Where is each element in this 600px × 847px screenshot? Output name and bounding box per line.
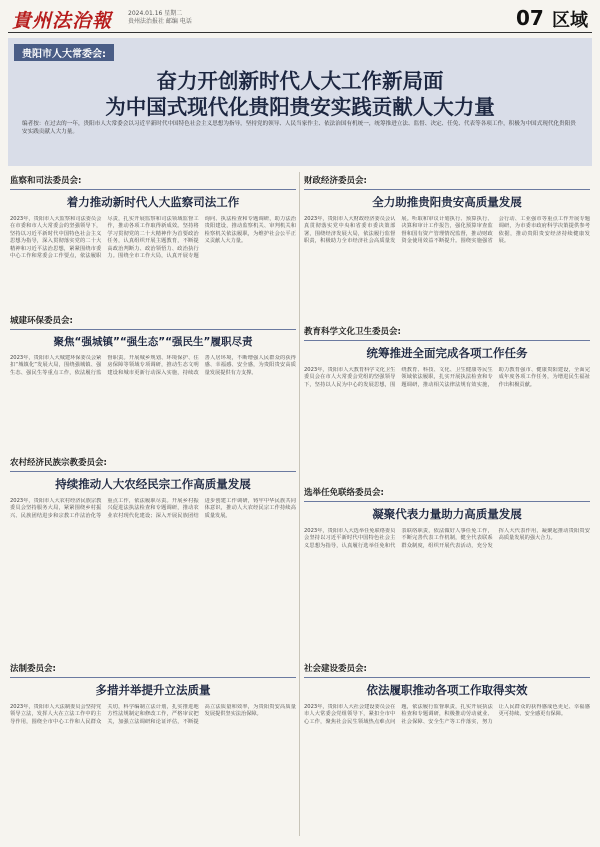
- headline-line-2: 为中国式现代化贵阳贵安实践贡献人大力量: [105, 95, 495, 119]
- page-header: [516, 4, 592, 30]
- section-education-science-culture-health: [304, 325, 590, 463]
- section-body: 2023年，贵阳市人大教育科学文化卫生委员会在市人大常委会党组的坚强领导下，坚持以人民为中心的发展思想，围绕教育、科技、文化、卫生健康等民生领域依法履职，扎实开展执法检查和专题调研，推动相关法律法规有效实施，助力教育强市、健康贵阳建设，全面完成年度各项工作任务，为增进民生福祉作出积极贡献。: [304, 367, 590, 388]
- section-body: 2023年，贵阳市人大社会建设委员会在市人大常委会党组领导下，紧扣全市中心工作，聚焦社会民生领域热点难点问题，依法履行监督职责，扎实开展执法检查和专题调研，积极推动劳动就业、社会保障、安全生产等工作落实，努力让人民群众的获得感成色更足、幸福感更可持续、安全感更有保障。: [304, 704, 590, 725]
- section-title: 凝聚代表力量助力高质量发展: [372, 507, 522, 521]
- section-title: 统筹推进全面完成各项工作任务: [366, 346, 528, 360]
- section-title: 依法履职推动各项工作取得实效: [366, 683, 528, 697]
- section-finance-economy: [304, 174, 590, 304]
- section-rural-ethnic-religious: [10, 456, 296, 608]
- section-label: 财政经济委员会:: [304, 176, 367, 186]
- section-election-liaison: [304, 486, 590, 632]
- section-label: 教育科学文化卫生委员会:: [304, 327, 401, 337]
- masthead-meta: [128, 10, 192, 26]
- section-divider: [10, 189, 296, 190]
- section-body: 2023年，贵阳市人大法制委员会坚持党领导立法，发挥人大在立法工作中的主导作用，围绕全市中心工作和人民群众关切，科学编制立法计划，扎实推进地方性法规制定和修改工作，严格审议把关，加强立法调研和论证评估，不断提高立法质量和效率，为贵阳贵安高质量发展提供坚实法治保障。: [10, 704, 296, 725]
- section-title: 聚焦“强城镇”“强生态”“强民生”履职尽责: [53, 336, 253, 348]
- section-body: 2023年，贵阳市人大监察和司法委员会在市委和市人大常委会的坚强领导下，坚持以习近平新时代中国特色社会主义思想为指导，深入贯彻落实党的二十大精神和习近平法治思想，紧紧围绕市委中心工作和常委会工作要点，依法履职尽责，扎实开展监察和司法领域监督工作，推动各项工作取得新成效。坚持将学习贯彻党的二十大精神作为首要政治任务，认真组织开展主题教育，不断提高政治判断力、政治领悟力、政治执行力。围绕全市工作大局，认真开展专题询问、执法检查和专题调研，助力法治贵阳建设，推动监察机关、审判机关和检察机关依法履职，为维护社会公平正义贡献人大力量。: [10, 216, 296, 260]
- section-label: 农村经济民族宗教委员会:: [10, 458, 107, 468]
- section-body: 2023年，贵阳市人大农村经济民族宗教委员会坚持服务大局，紧紧围绕乡村振兴、民族团结进步和宗教工作法治化等重点工作，依法履职尽责。开展乡村振兴促进法执法检查和专题调研，推动农业农村现代化建设；深入开展民族团结进步创建工作调研，铸牢中华民族共同体意识，推动人大农经民宗工作持续高质量发展。: [10, 498, 296, 519]
- column-divider: [299, 172, 300, 836]
- section-label: 城建环保委员会:: [10, 316, 73, 326]
- headline-banner: [8, 38, 592, 166]
- section-divider: [304, 501, 590, 502]
- section-body: 2023年，贵阳市人大选举任免联络委员会坚持以习近平新时代中国特色社会主义思想为指导，认真履行选举任免和代表联络职责，依法做好人事任免工作，不断完善代表工作机制，健全代表联系群众制度，组织开展代表活动，充分发挥人大代表作用，凝聚起推动贵阳贵安高质量发展的强大合力。: [304, 528, 590, 549]
- section-social-development: [304, 662, 590, 828]
- newspaper-logo: 貴州法治報: [12, 10, 113, 32]
- section-divider: [304, 189, 590, 190]
- page-number: 07: [516, 6, 544, 30]
- section-title: 着力推动新时代人大监察司法工作: [66, 195, 240, 209]
- section-title: 全力助推贵阳贵安高质量发展: [372, 195, 522, 209]
- section-label: 社会建设委员会:: [304, 664, 367, 674]
- section-supervision-judicial: [10, 174, 296, 304]
- section-title: 多措并举提升立法质量: [95, 683, 211, 697]
- section-body: 2023年，贵阳市人大城建环保委员会紧扣“城镇化”发展大局，围绕强城镇、强生态、强民生等重点工作，依法履行监督职责。开展城乡规划、环境保护、住房保障等领域专项调研，推动生态文明建设和城市更新行动深入实施，持续改善人居环境，不断增强人民群众的获得感、幸福感、安全感，为贵阳贵安高质量发展提供有力支撑。: [10, 355, 296, 376]
- section-label: 法制委员会:: [10, 664, 56, 674]
- masthead-info: 贵州法治报社 邮编 电话: [128, 18, 192, 25]
- section-legal-affairs: [10, 662, 296, 828]
- section-divider: [304, 340, 590, 341]
- section-divider: [10, 471, 296, 472]
- section-divider: [10, 329, 296, 330]
- banner-tag: 贵阳市人大常委会:: [14, 44, 114, 61]
- section-label: 选举任免联络委员会:: [304, 488, 384, 498]
- section-label: 监察和司法委员会:: [10, 176, 82, 186]
- section-urban-environment: [10, 314, 296, 435]
- masthead: [8, 4, 592, 33]
- headline-line-1: 奋力开创新时代人大工作新局面: [156, 69, 444, 93]
- section-divider: [10, 677, 296, 678]
- section-body: 2023年，贵阳市人大财政经济委员会认真贯彻落实党中央和省委市委决策部署，围绕经济发展大局，依法履行监督职责，积极助力全市经济社会高质量发展。听取和审议计划执行、预算执行、决算和审计工作报告，强化预算审查监督和国有资产管理情况监督，推动财政资金使用效益不断提升。围绕实施强省会行动、工业强市等重点工作开展专题调研，为市委市政府科学决策提供参考依据，推动贵阳贵安经济持续健康发展。: [304, 216, 590, 245]
- editor-note: 编者按：在过去的一年，贵阳市人大常委会以习近平新时代中国特色社会主义思想为指导，坚持党的领导、人民当家作主、依法治国有机统一，统筹推进立法、监督、决定、任免、代表等各项工作，积极为中国式现代化贵阳贵安实践贡献人大力量。: [22, 121, 576, 135]
- section-title: 持续推动人大农经民宗工作高质量发展: [55, 477, 251, 491]
- section-divider: [304, 677, 590, 678]
- section-name: 区域: [552, 10, 588, 31]
- masthead-date: 2024.01.16 星期二: [128, 10, 183, 17]
